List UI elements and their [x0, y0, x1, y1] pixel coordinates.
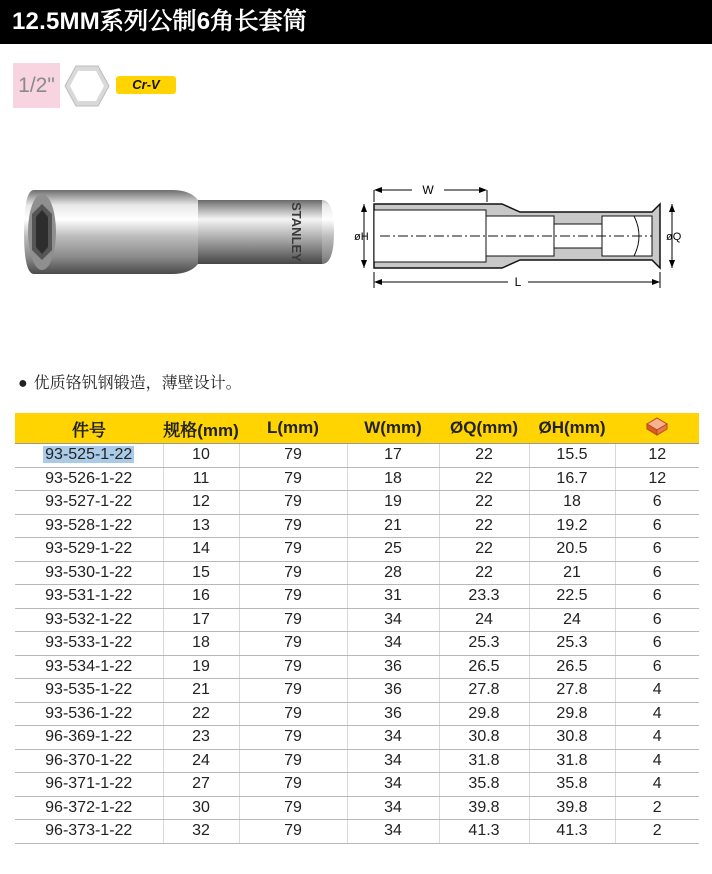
cell-w: 17	[347, 444, 439, 468]
cell-length: 79	[239, 491, 347, 515]
cell-part-no: 93-533-1-22	[15, 632, 163, 656]
cell-length: 79	[239, 726, 347, 750]
cell-q: 29.8	[439, 702, 529, 726]
cell-part-no: 93-530-1-22	[15, 561, 163, 585]
socket-product-image	[22, 184, 342, 280]
cell-size: 15	[163, 561, 239, 585]
cell-h: 29.8	[529, 702, 615, 726]
cell-size: 10	[163, 444, 239, 468]
cell-h: 21	[529, 561, 615, 585]
table-row	[15, 444, 699, 468]
cell-q: 22	[439, 467, 529, 491]
cell-w: 25	[347, 538, 439, 562]
cell-pack-qty: 6	[615, 538, 699, 562]
col-header-h: ØH(mm)	[529, 413, 615, 444]
table-row	[15, 561, 699, 585]
cell-h: 19.2	[529, 514, 615, 538]
q-label: øQ	[666, 231, 682, 243]
table-row	[15, 467, 699, 491]
cell-pack-qty: 6	[615, 491, 699, 515]
dimension-drawing	[352, 176, 692, 296]
cell-size: 16	[163, 585, 239, 609]
cell-pack-qty: 4	[615, 726, 699, 750]
cell-h: 39.8	[529, 796, 615, 820]
cell-pack-qty: 6	[615, 632, 699, 656]
cell-pack-qty: 6	[615, 585, 699, 609]
cell-h: 18	[529, 491, 615, 515]
cell-size: 18	[163, 632, 239, 656]
cell-pack-qty: 4	[615, 702, 699, 726]
cell-part-no: 93-532-1-22	[15, 608, 163, 632]
cell-size: 14	[163, 538, 239, 562]
bullet-icon: ●	[18, 375, 28, 392]
cell-part-no: 93-526-1-22	[15, 467, 163, 491]
cell-q: 27.8	[439, 679, 529, 703]
cell-h: 30.8	[529, 726, 615, 750]
cell-w: 34	[347, 820, 439, 844]
cell-pack-qty: 6	[615, 608, 699, 632]
cell-size: 24	[163, 749, 239, 773]
cell-size: 23	[163, 726, 239, 750]
page-title: 12.5MM系列公制6角长套筒	[0, 0, 712, 44]
cell-pack-qty: 4	[615, 773, 699, 797]
cell-size: 13	[163, 514, 239, 538]
cell-length: 79	[239, 561, 347, 585]
table-row	[15, 749, 699, 773]
table-row	[15, 491, 699, 515]
cell-pack-qty: 4	[615, 749, 699, 773]
table-row	[15, 820, 699, 844]
l-label: L	[514, 275, 522, 289]
cell-length: 79	[239, 796, 347, 820]
spec-table	[15, 413, 699, 844]
cell-q: 22	[439, 491, 529, 515]
cell-h: 22.5	[529, 585, 615, 609]
table-row	[15, 796, 699, 820]
cell-length: 79	[239, 467, 347, 491]
cell-size: 17	[163, 608, 239, 632]
cell-part-no: 93-531-1-22	[15, 585, 163, 609]
cell-w: 34	[347, 773, 439, 797]
table-row	[15, 702, 699, 726]
table-row	[15, 538, 699, 562]
cell-length: 79	[239, 749, 347, 773]
table-header-row	[15, 413, 699, 444]
cell-pack-qty: 6	[615, 655, 699, 679]
h-label: øH	[354, 231, 369, 243]
cell-pack-qty: 12	[615, 467, 699, 491]
box-icon	[645, 416, 669, 436]
cell-w: 28	[347, 561, 439, 585]
cell-size: 32	[163, 820, 239, 844]
cell-q: 22	[439, 538, 529, 562]
cell-w: 36	[347, 679, 439, 703]
cell-h: 15.5	[529, 444, 615, 468]
table-row	[15, 773, 699, 797]
cell-size: 11	[163, 467, 239, 491]
cell-length: 79	[239, 585, 347, 609]
cell-part-no	[15, 444, 163, 468]
cell-part-no: 93-527-1-22	[15, 491, 163, 515]
col-header-pack	[615, 413, 699, 444]
cell-h: 35.8	[529, 773, 615, 797]
cell-size: 30	[163, 796, 239, 820]
hexagon-icon	[63, 62, 111, 110]
cell-h: 24	[529, 608, 615, 632]
table-row	[15, 679, 699, 703]
feature-text: 优质铬钒钢锻造，薄壁设计。	[33, 375, 242, 392]
cell-length: 79	[239, 608, 347, 632]
cell-pack-qty: 6	[615, 561, 699, 585]
cell-w: 21	[347, 514, 439, 538]
cell-part-no: 96-371-1-22	[15, 773, 163, 797]
cell-h: 16.7	[529, 467, 615, 491]
cell-length: 79	[239, 632, 347, 656]
col-header-length: L(mm)	[239, 413, 347, 444]
cell-q: 31.8	[439, 749, 529, 773]
cell-part-no: 96-369-1-22	[15, 726, 163, 750]
cell-q: 39.8	[439, 796, 529, 820]
cell-q: 35.8	[439, 773, 529, 797]
cell-w: 36	[347, 702, 439, 726]
cell-w: 18	[347, 467, 439, 491]
cell-length: 79	[239, 773, 347, 797]
cell-h: 26.5	[529, 655, 615, 679]
cell-part-no: 96-372-1-22	[15, 796, 163, 820]
cell-pack-qty: 2	[615, 820, 699, 844]
table-row	[15, 632, 699, 656]
cell-w: 34	[347, 749, 439, 773]
cell-h: 25.3	[529, 632, 615, 656]
drive-size-badge: 1/2"	[13, 63, 60, 108]
cell-h: 27.8	[529, 679, 615, 703]
cell-q: 41.3	[439, 820, 529, 844]
col-header-part-no: 件号	[15, 413, 163, 444]
cell-size: 22	[163, 702, 239, 726]
material-badge: Cr-V	[116, 76, 176, 94]
selected-part-number[interactable]: 93-525-1-22	[45, 446, 133, 464]
table-row	[15, 655, 699, 679]
cell-length: 79	[239, 655, 347, 679]
col-header-w: W(mm)	[347, 413, 439, 444]
cell-size: 19	[163, 655, 239, 679]
brand-mark: STANLEY	[289, 202, 304, 262]
cell-size: 27	[163, 773, 239, 797]
cell-w: 19	[347, 491, 439, 515]
cell-part-no: 96-370-1-22	[15, 749, 163, 773]
cell-length: 79	[239, 702, 347, 726]
cell-length: 79	[239, 679, 347, 703]
cell-length: 79	[239, 538, 347, 562]
cell-q: 30.8	[439, 726, 529, 750]
cell-q: 26.5	[439, 655, 529, 679]
col-header-q: ØQ(mm)	[439, 413, 529, 444]
w-label: W	[422, 183, 434, 197]
cell-w: 34	[347, 726, 439, 750]
cell-part-no: 93-535-1-22	[15, 679, 163, 703]
cell-part-no: 93-528-1-22	[15, 514, 163, 538]
cell-q: 22	[439, 514, 529, 538]
cell-part-no: 93-536-1-22	[15, 702, 163, 726]
cell-pack-qty: 6	[615, 514, 699, 538]
cell-part-no: 96-373-1-22	[15, 820, 163, 844]
cell-length: 79	[239, 514, 347, 538]
cell-length: 79	[239, 444, 347, 468]
cell-q: 22	[439, 561, 529, 585]
cell-h: 20.5	[529, 538, 615, 562]
cell-w: 31	[347, 585, 439, 609]
cell-length: 79	[239, 820, 347, 844]
cell-part-no: 93-529-1-22	[15, 538, 163, 562]
cell-w: 36	[347, 655, 439, 679]
cell-q: 23.3	[439, 585, 529, 609]
cell-pack-qty: 12	[615, 444, 699, 468]
cell-w: 34	[347, 608, 439, 632]
cell-pack-qty: 4	[615, 679, 699, 703]
cell-q: 24	[439, 608, 529, 632]
cell-w: 34	[347, 796, 439, 820]
table-row	[15, 726, 699, 750]
feature-description	[18, 370, 242, 393]
table-row	[15, 514, 699, 538]
cell-q: 25.3	[439, 632, 529, 656]
cell-size: 12	[163, 491, 239, 515]
cell-pack-qty: 2	[615, 796, 699, 820]
table-row	[15, 585, 699, 609]
cell-h: 31.8	[529, 749, 615, 773]
cell-size: 21	[163, 679, 239, 703]
cell-h: 41.3	[529, 820, 615, 844]
table-row	[15, 608, 699, 632]
cell-w: 34	[347, 632, 439, 656]
cell-part-no: 93-534-1-22	[15, 655, 163, 679]
cell-q: 22	[439, 444, 529, 468]
col-header-size: 规格(mm)	[163, 413, 239, 444]
